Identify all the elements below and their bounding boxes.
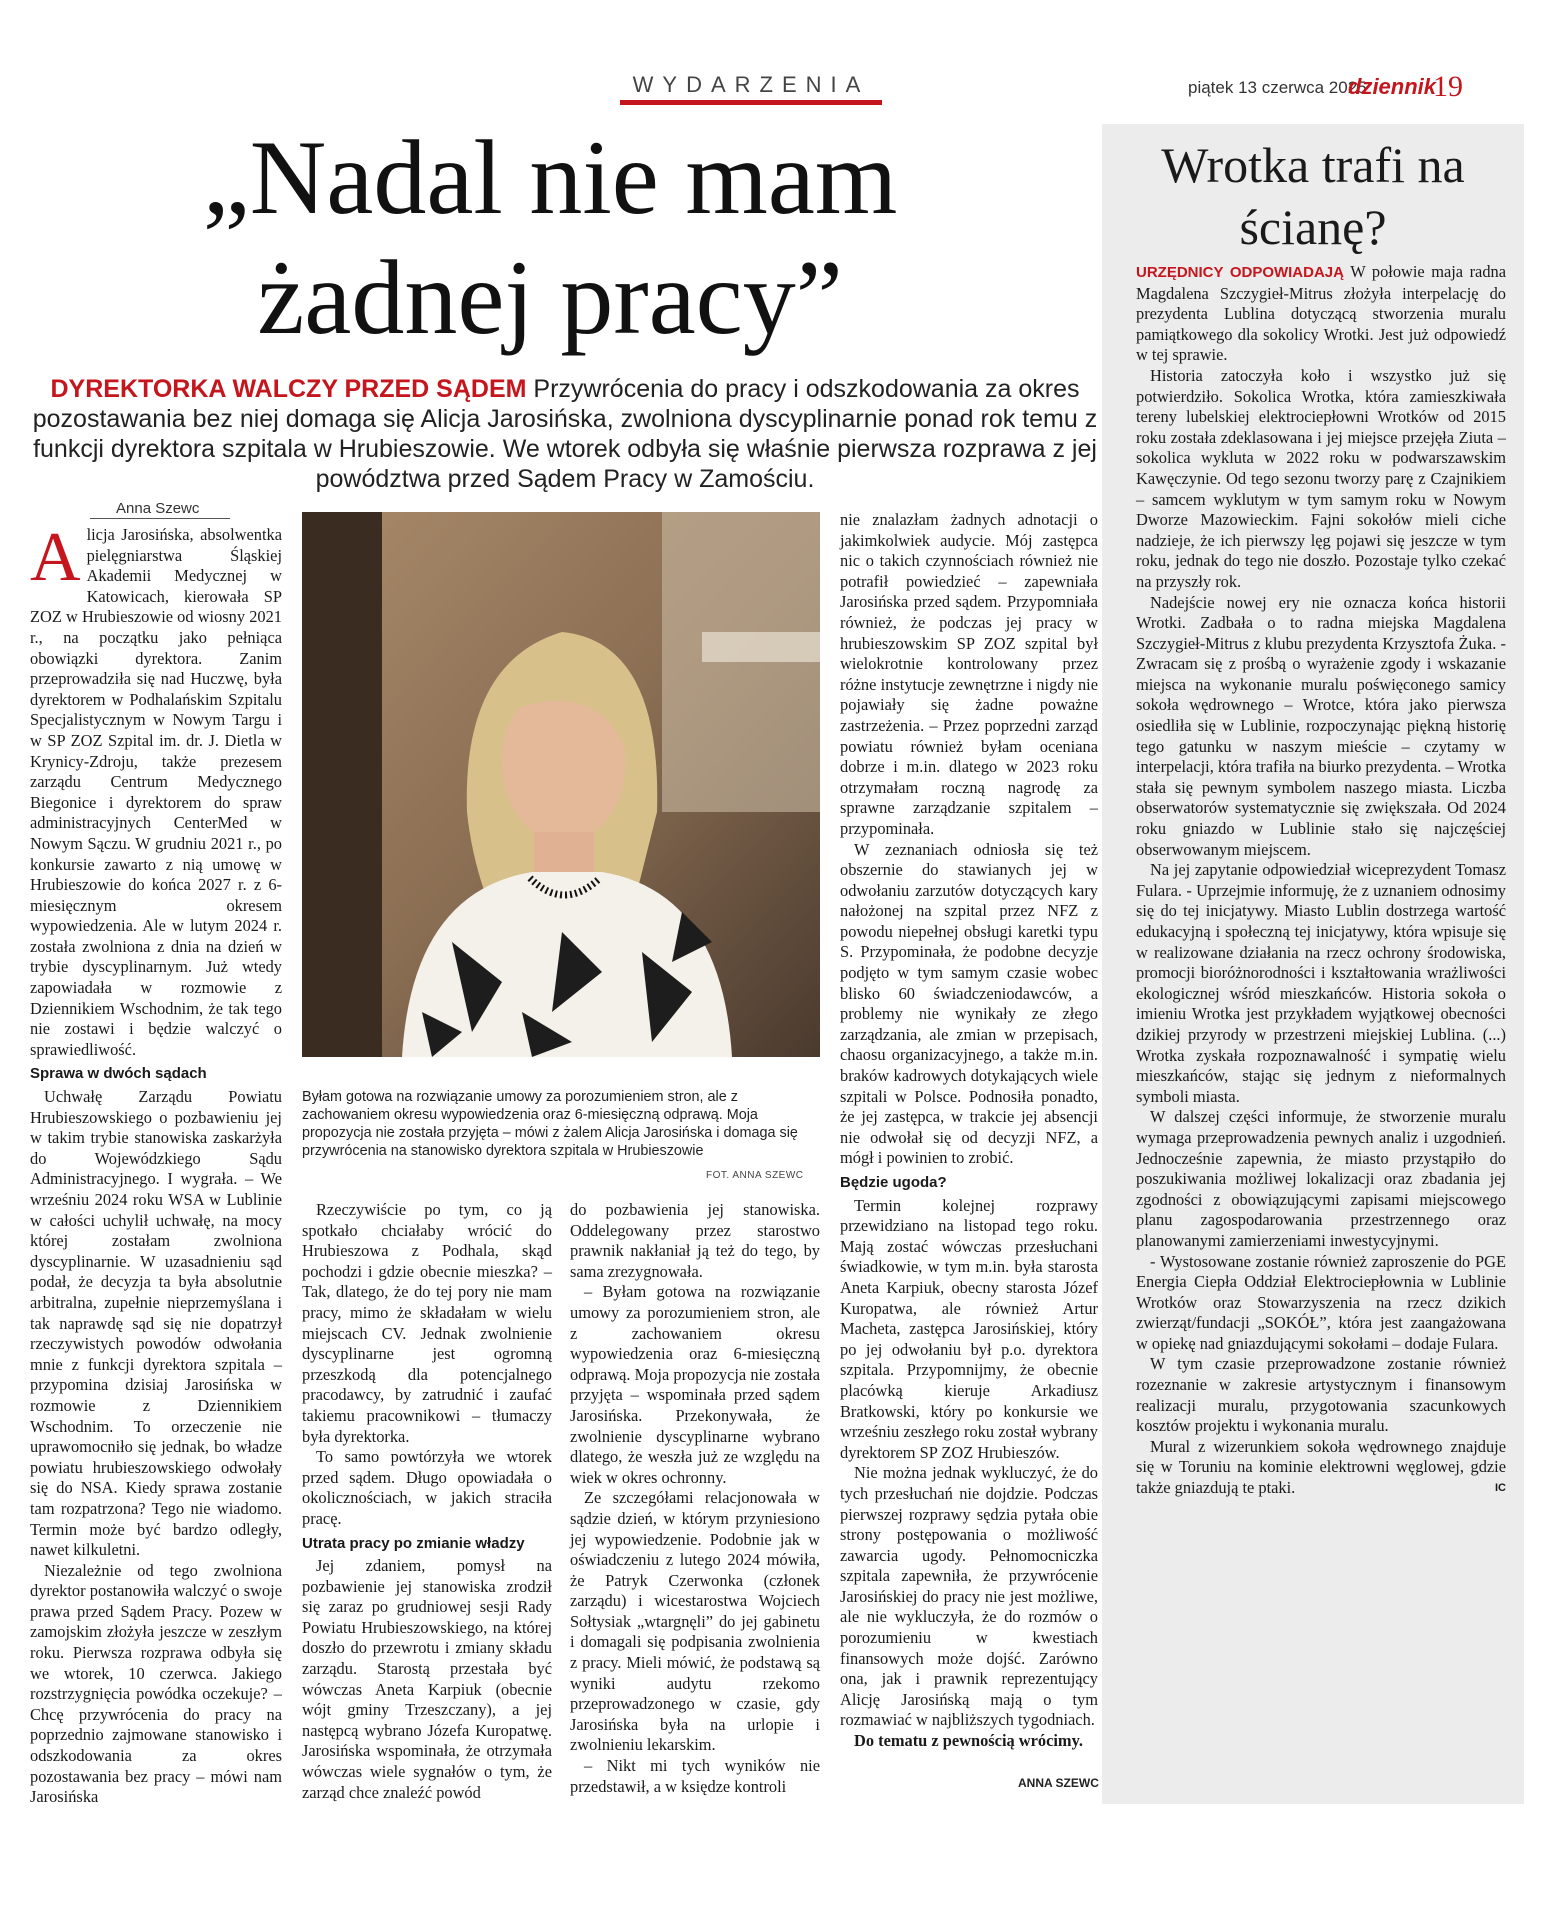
article-column-4 <box>840 510 1098 1752</box>
subheading: Utrata pracy po zmianie władzy <box>302 1534 525 1552</box>
paragraph-text: W połowie maja radna Magdalena Szczygieł-Mitrus złożyła interpelację do prezydenta Lublina dotyczącą stworzenia muralu pamiątkowego dla sokolicy Wrotki. Jest już odpowiedź w tej sprawie. <box>1136 262 1506 365</box>
paragraph-text: Mural z wizerunkiem sokoła wędrownego znajduje się w Toruniu na kominie elektrowni węglowej, gdzie także gniazdują te ptaki. <box>1136 1436 1506 1498</box>
sidebar-body <box>1136 262 1506 1499</box>
article-column-1 <box>30 519 282 1808</box>
paragraph-text: licja Jarosińska, absolwentka pielęgniarstwa Śląskiej Akademii Medycznej w Katowicach, kierowała SP ZOZ w Hrubieszowie od wiosny 2021 r., na początku jako pełniąca obowiązki dyrektora. Zanim przeprowadziła się nad Huczwę, była dyrektorem w Podhalańskim Szpitalu Specjalistycznym w Nowym Targu i w SP ZOZ Szpital im. dr. J. Dietla w Krynicy-Zdroju, także prezesem zarządu Centrum Medycznego Biegonice i dyrektorem do spraw administracyjnych CenterMed w Nowym Sączu. W grudniu 2021 r., po konkursie zawarto z nią umowę w Hrubieszowie do końca 2027 r. z 6-miesięcznym okresem wypowiedzenia. Ale w lutym 2024 r. została zwolniona z dnia na dzień w trybie dyscyplinarnym. Już wtedy zapowiadała w rozmowie z Dziennikiem Wschodnim, że tak tego nie zostawi i będzie walczyć o sprawiedliwość. <box>30 525 282 1059</box>
article-paragraph: Termin kolejnej rozprawy przewidziano na listopad tego roku. Mają zostać wówczas przesłuchani świadkowie, w tym m.in. była starosta Aneta Karpiuk, obecny starosta Józef Kuropatwa, ale również Artur Macheta, zastępca Jarosińskiej, który po jej odwołaniu był p.o. dyrektora szpitala. Przypomnijmy, że obecnie placówką kieruje Arkadiusz Bratkowski, który po konkursie we wrześniu zeszłego roku został wybrany dyrektorem SP ZOZ Hrubieszów. <box>840 1195 1098 1462</box>
article-paragraph: – Nikt mi tych wyników nie przedstawił, a w księdze kontroli <box>570 1756 820 1796</box>
subheading: Sprawa w dwóch sądach <box>30 1065 207 1083</box>
sidebar-paragraph: Historia zatoczyła koło i wszystko już się potwierdziło. Sokolica Wrotka, która zamieszkiwała tereny lubelskiej elektrociepłowni Wrotków od 2015 roku została zdeklasowana i jej miejsce przejęła Ziuta – sokolica wykluta w 2022 roku w podwarszawskim Kawęczynie. Od tego sezonu tworzy parę z Czajnikiem – samcem wyklutym w tym samym roku w Nowym Dworze Mazowieckim. Fajni sokołów mieli ciche nadzieje, że ich pierwszy lęg pojawi się jeszcze w tym roku, jednak do tego nie doszło. Pozostaje tylko czekać na przyszły rok. <box>1136 365 1506 591</box>
article-paragraph <box>30 519 282 1060</box>
sidebar-paragraph <box>1136 1437 1506 1499</box>
article-paragraph: do pozbawienia jej stanowiska. Oddelegowany przez starostwo prawnik nakłaniał ją też do tego, by sama zrezygnowała. <box>570 1200 820 1281</box>
byline-rule <box>90 518 230 519</box>
article-paragraph: To samo powtórzyła we wtorek przed sądem. Długo opowiadała o okolicznościach, w jakich straciła pracę. <box>302 1447 552 1528</box>
photo-caption: Byłam gotowa na rozwiązanie umowy za porozumieniem stron, ale z zachowaniem okresu wypowiedzenia oraz 6-miesięczną odprawą. Moja propozycja nie została przyjęta – mówi z żalem Alicja Jarosińska i domaga się przywrócenia na stanowisko dyrektora szpitala w Hrubieszowie <box>302 1089 798 1159</box>
article-paragraph: W zeznaniach odniosła się też obszernie do stawianych jej w odwołaniu zarzutów dotyczących kary nałożonej na szpital przez NFZ z powodu niepełnej obsługi karetki typu S. Przypominała, że podobne decyzje podjęto w tym samym czasie wobec blisko 60 świadczeniodawców, a problemy nie wynikały ze złego zarządzania, ale zmian w przepisach, chaosu organizacyjnego, a także m.in. braków kadrowych dotykających wiele szpitali w Polsce. Podnosiła ponadto, że jej zastępca, w trakcie jej absencji nie odwołał się od decyzji NFZ, a mógł i powinien to zrobić. <box>840 839 1098 1168</box>
publication-date: piątek 13 czerwca 2025 <box>1188 78 1367 97</box>
sidebar-paragraph: W tym czasie przeprowadzone zostanie również rozeznanie w zakresie artystycznym i finansowym realizacji muralu, przygotowania szacunkowych kosztów projektu i wykonania muralu. <box>1136 1354 1506 1436</box>
lead-text: Przywrócenia do pracy i odszkodowania za okres pozostawania bez niej domaga się Alicja Jarosińska, zwolniona dyscyplinarnie ponad rok temu z funkcji dyrektora szpitala w Hrubieszowie. We wtorek odbyła się właśnie pierwsza rozprawa z jej powództwa przed Sądem Pracy w Zamościu. <box>32 375 1098 493</box>
page-number: 19 <box>1433 70 1463 103</box>
section-rule <box>620 100 882 105</box>
article-column-2 <box>302 1200 552 1803</box>
photo-credit: FOT. ANNA SZEWC <box>706 1170 804 1181</box>
section-label: WYDARZENIA <box>632 72 870 97</box>
sidebar-paragraph: - Wystosowane zostanie również zaproszenie do PGE Energia Ciepła Oddział Elektrociepłownia w Lublinie Wrotków oraz Stowarzyszenia na rzecz dzikich zwierząt/fundacji „SOKÓŁ”, która jest zaangażowana w opiekę nad gniazdującymi sokołami – dodaje Fulara. <box>1136 1251 1506 1353</box>
article-lead <box>30 374 1100 494</box>
article-paragraph: Ze szczegółami relacjonowała w sądzie dzień, w którym przyniesiono jej wypowiedzenie. Podobnie jak w oświadczeniu z lutego 2024 mówiła, że Patryk Czerwonka (członek zarządu) i wicestarostwa Wojciech Sołtysiak „wtargnęli” do jej gabinetu i domagali się podpisania zwolnienia z pracy. Mieli mówić, że podstawą są wyniki audytu rzekomo przeprowadzonego w czasie, gdy Jarosińska była na urlopie i zwolnieniu lekarskim. <box>570 1488 820 1755</box>
sidebar-paragraph: W dalszej części informuje, że stworzenie muralu wymaga przeprowadzenia pewnych analiz i uzgodnień. Jednocześnie zapewnia, że miasto przystąpiło do poszukiwania możliwej lokalizacji oraz zbadania jej zgodności z obowiązującymi zapisami miejscowego planu zagospodarowania przestrzennego oraz planowanymi zamierzeniami inwestycyjnymi. <box>1136 1107 1506 1250</box>
article-paragraph: Jej zdaniem, pomysł na pozbawienie jej stanowiska zrodził się zaraz po grudniowej sesji Rady Powiatu Hrubieszowskiego, na której doszło do przewrotu i zmiany składu zarządu. Starostą przestała być wówczas Aneta Karpiuk (obecnie wójt gminy Trzeszczany), a jej następcą wybrano Józefa Kuropatwę. Jarosińska wspominała, że otrzymała wówczas wiele sygnałów o tym, że zarząd chce znaleźć powód <box>302 1556 552 1802</box>
article-paragraph: – Byłam gotowa na rozwiązanie umowy za porozumieniem stron, ale z zachowaniem okresu wypowiedzenia oraz 6-miesięczną odprawą. Moja propozycja nie została przyjęta – wspominała przed sądem Jarosińska. Przekonywała, że zwolnienie dyscyplinarne wybrano dlatego, że weszła już ze względu na wiek w okres ochronny. <box>570 1282 820 1487</box>
subheading: Będzie ugoda? <box>840 1174 947 1191</box>
article-headline: „Nadal nie mam żadnej pracy” <box>202 119 898 356</box>
article-paragraph: nie znalazłam żadnych adnotacji o jakimkolwiek audycie. Mój zastępca nic o takich czynnościach również nie potrafił powiedzieć – zapewniała Jarosińska przed sądem. Przypomniała również, że podczas jej pracy w hrubieszowskim SP ZOZ szpital był wielokrotnie kontrolowany przez różne instytucje zewnętrzne i nigdy nie pojawiały się żadne poważne zastrzeżenia. – Przez poprzedni zarząd powiatu również byłam oceniana dobrze i m.in. dlatego w 2023 roku otrzymałam roczną nagrodę za sprawne zarządzanie szpitalem – przypominała. <box>840 510 1098 838</box>
drop-cap: A <box>30 519 81 596</box>
sidebar-paragraph: Na jej zapytanie odpowiedział wiceprezydent Tomasz Fulara. - Uprzejmie informuję, że z uznaniem odnosimy się do tej inicjatywy. Miasto Lublin dostrzega wartość edukacyjną i społeczną tej inicjatywy, która wpisuje się w realizowane działania na rzecz ochrony środowiska, promocji bioróżnorodności i kształtowania wrażliwości ekologicznej wśród mieszkańców. Historia sokoła o imieniu Wrotka jest przykładem wyjątkowej obecności dzikiej przyrody w przestrzeni miejskiej Lublina. (...) Wrotka zyskała rozpoznawalność i sympatię wielu mieszkańców, stając się jednym z nieformalnych symboli miasta. <box>1136 860 1506 1106</box>
sidebar-title: Wrotka trafi na ścianę? <box>1161 137 1465 255</box>
article-paragraph: Uchwałę Zarządu Powiatu Hrubieszowskiego o pozbawieniu jej w takim trybie stanowiska zaskarżyła do Wojewódzkiego Sądu Administracyjnego. I wygrała. – We wrześniu 2024 roku WSA w Lublinie w całości uchylił uchwałę, na mocy której zostałam zwolniona dyscyplinarnie. W uzasadnieniu sąd podał, że decyzja ta była absolutnie arbitralna, zupełnie nieprzemyślana i tak naprawdę sąd się nie dopatrzył rzeczywistych powodów odwołania mnie z funkcji dyrektora szpitala – przypomina dzisiaj Jarosińska w rozmowie z Dziennikiem Wschodnim. To orzeczenie nie uprawomocniło się jednak, bo władze powiatu hrubieszowskiego odwołały się do NSA. Kiedy sprawa zostanie tam rozpatrzona? Tego nie wiadomo. Termin może być bardzo odległy, nawet kilkuletni. <box>30 1087 282 1560</box>
sidebar-paragraph <box>1136 262 1506 366</box>
portrait-illustration <box>302 512 820 1057</box>
lead-kicker: DYREKTORKA WALCZY PRZED SĄDEM <box>50 375 527 403</box>
byline: Anna Szewc <box>116 500 200 517</box>
article-paragraph: Nie można jednak wykluczyć, że do tych przesłuchań nie dojdzie. Podczas pierwszej rozprawy sędzia pytała obie strony postępowania o możliwość zawarcia ugody. Pełnomocniczka szpitala zapewniła, że przywrócenie Jarosińskiej do pracy nie jest możliwe, ale nie wykluczyła, że do rozmów o porozumieniu w kwestiach finansowych może dojść. Zarówno ona, jak i prawnik reprezentujący Alicję Jarosińską mają o tym rozmawiać w najbliższych tygodniach. <box>840 1463 1098 1730</box>
article-column-3 <box>570 1200 820 1797</box>
article-paragraph: Niezależnie od tego zwolniona dyrektor postanowiła walczyć o swoje prawa przed Sądem Pracy. Pozew w zamojskim złożyła jeszcze w zeszłym roku. Pierwsza rozprawa odbyła się we wtorek, 10 czerwca. Jakiego rozstrzygnięcia powódka oczekuje? – Chcę przywrócenia do pracy na poprzednio zajmowane stanowisko i odszkodowania za okres pozostawania bez pracy – mówi nam Jarosińska <box>30 1560 282 1807</box>
newspaper-logo: dziennik <box>1348 74 1437 99</box>
sidebar-kicker: URZĘDNICY ODPOWIADAJĄ <box>1136 264 1344 281</box>
article-paragraph: Rzeczywiście po tym, co ją spotkało chciałaby wrócić do Hrubieszowa z Podhala, skąd pochodzi i gdzie obecnie mieszka? – Tak, dlatego, że do tej pory nie mam pracy, mimo że składałam w wielu miejscach CV. Jednak zwolnienie dyscyplinarne jest ogromną przeszkodą dla potencjalnego pracodawcy, by zatrudnić i zaufać takiemu pracownikowi – tłumaczy była dyrektorka. <box>302 1200 552 1446</box>
article-paragraph: Do tematu z pewnością wrócimy. <box>854 1731 1083 1751</box>
sidebar-signature: IC <box>1495 1482 1506 1495</box>
article-signature: ANNA SZEWC <box>1018 1776 1099 1790</box>
sidebar-paragraph: Nadejście nowej ery nie oznacza końca historii Wrotki. Zadbała o to radna miejska Magdalena Szczygieł-Mitrus z klubu prezydenta Krzysztofa Żuka. - Zwracam się z prośbą o wyrażenie zgody i wskazanie miejsca na wykonanie muralu poświęconego samicy sokoła wędrownego – Wrotce, która jako pierwsza osiedliła się w Lublinie, rozpoczynając piękną historię tego gatunku w naszym mieście – czytamy w interpelacji, która trafiła na biurko prezydenta. – Wrotka stała się pewnym symbolem naszego miasta. Liczba obserwatorów systematycznie się zwiększała. Od 2024 roku gniazdo w Lublinie stało się najczęściej obserwowanym miejscem. <box>1136 592 1506 859</box>
portrait-photo <box>302 512 820 1057</box>
